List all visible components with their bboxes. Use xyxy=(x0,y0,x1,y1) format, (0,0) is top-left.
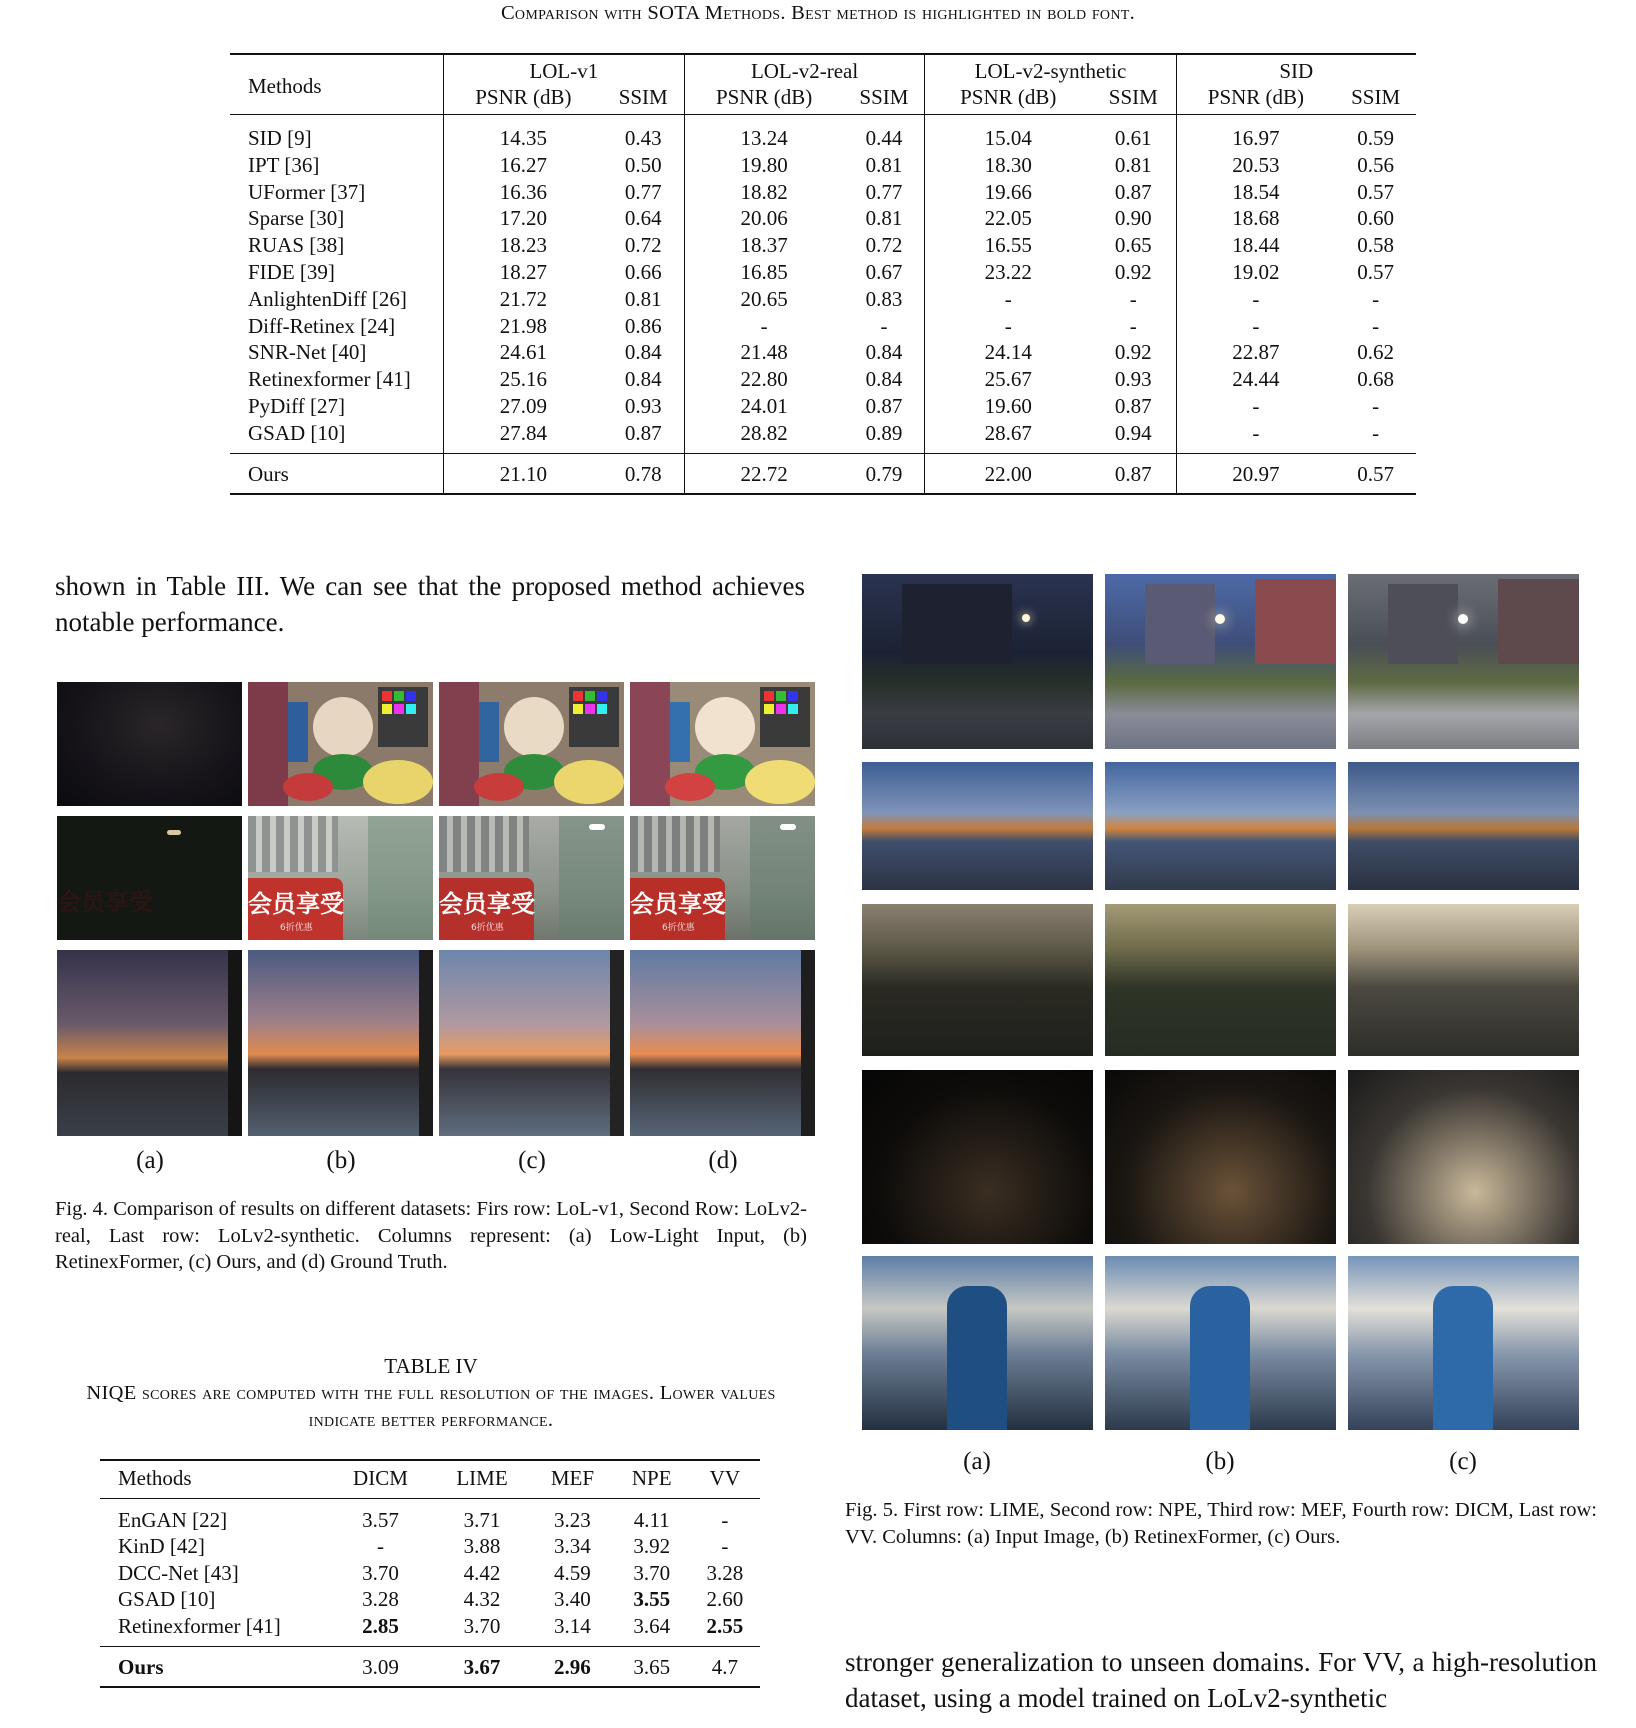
method-cell: DCC-Net [43] xyxy=(118,1560,239,1585)
value-cell: 22.87 xyxy=(1176,339,1335,366)
method-cell: Diff-Retinex [24] xyxy=(248,313,396,338)
value-cell: 0.66 xyxy=(624,259,662,284)
value-cell: 3.28 xyxy=(706,1560,744,1585)
value-cell: 0.90 xyxy=(1114,206,1152,231)
fig5-image-r3-c xyxy=(1348,904,1579,1056)
value-cell: 16.55 xyxy=(925,232,1091,259)
sub-header: PSNR (dB) xyxy=(925,85,1091,115)
fig5-caption: Fig. 5. First row: LIME, Second row: NPE, Third row: MEF, Fourth row: DICM, Last row: VV. Columns: (a) Input Image, (b) RetinexFormer, (c) Ours. xyxy=(845,1499,1597,1548)
value-cell: 3.71 xyxy=(463,1507,501,1532)
value-cell: 0.87 xyxy=(1114,179,1152,204)
value-cell: 0.58 xyxy=(1357,233,1395,258)
fig5-image-r5-b xyxy=(1105,1256,1336,1430)
toys-scene xyxy=(248,682,433,806)
group-header: LOL-v2-real xyxy=(684,54,925,85)
fig4-label-a: (a) xyxy=(136,1147,164,1174)
value-cell: 0.77 xyxy=(865,179,903,204)
value-cell: 0.65 xyxy=(1114,233,1152,258)
value-cell: 20.65 xyxy=(684,286,843,313)
value-cell: 0.84 xyxy=(865,367,903,392)
value-cell: 18.44 xyxy=(1176,232,1335,259)
value-cell: 0.84 xyxy=(624,367,662,392)
value-cell: 0.72 xyxy=(624,233,662,258)
fig5-image-r2-c xyxy=(1348,762,1579,890)
toys-scene xyxy=(630,682,815,806)
methods-header: Methods xyxy=(230,54,444,115)
fig4-image-r3-d xyxy=(630,950,815,1136)
header-cell: Methods xyxy=(100,1459,328,1498)
value-cell: 4.11 xyxy=(633,1507,670,1532)
method-cell: EnGAN [22] xyxy=(118,1507,228,1532)
table-row xyxy=(230,259,1416,286)
value-cell: 22.80 xyxy=(684,366,843,393)
table-row xyxy=(230,313,1416,340)
value-cell: 24.14 xyxy=(925,339,1091,366)
value-cell: 24.61 xyxy=(444,339,603,366)
table-row xyxy=(230,366,1416,393)
value-cell: 0.64 xyxy=(624,206,662,231)
value-cell: 13.24 xyxy=(684,115,843,152)
value-cell: 3.40 xyxy=(554,1587,591,1612)
fig5-image-r3-a xyxy=(862,904,1093,1056)
value-cell: 0.89 xyxy=(865,420,903,445)
group-header: SID xyxy=(1176,54,1416,85)
table3-bottom-rule xyxy=(230,493,1416,495)
value-cell: 28.82 xyxy=(684,420,843,453)
fig4-image-r2-a xyxy=(57,816,242,940)
method-cell: Retinexformer [41] xyxy=(118,1613,281,1638)
fig5-image-r2-a xyxy=(862,762,1093,890)
method-cell: FIDE [39] xyxy=(248,259,335,284)
value-cell: - xyxy=(1372,420,1380,445)
value-cell: 0.44 xyxy=(865,126,903,150)
value-cell: 20.06 xyxy=(684,205,843,232)
method-cell: RUAS [38] xyxy=(248,233,345,258)
value-cell: 0.61 xyxy=(1114,126,1152,150)
table-row xyxy=(230,339,1416,366)
value-cell: 0.43 xyxy=(624,126,662,150)
value-cell: - xyxy=(925,313,1091,340)
method-cell: AnlightenDiff [26] xyxy=(248,286,407,311)
header-cell: NPE xyxy=(614,1459,690,1498)
table-row xyxy=(230,286,1416,313)
value-cell: 2.60 xyxy=(706,1587,744,1612)
fig4-image-r2-c xyxy=(439,816,624,940)
method-cell: KinD [42] xyxy=(118,1534,205,1559)
fig5-image-r5-a xyxy=(862,1256,1093,1430)
value-cell: 3.23 xyxy=(554,1507,591,1532)
value-cell: 3.28 xyxy=(362,1587,399,1612)
table-row xyxy=(230,179,1416,206)
value-cell: 18.30 xyxy=(925,152,1091,179)
value-cell: 0.86 xyxy=(624,313,662,338)
value-cell: - xyxy=(1129,313,1137,338)
fig5-label-b: (b) xyxy=(1205,1448,1235,1475)
sub-header: SSIM xyxy=(843,85,924,115)
table-row xyxy=(100,1613,760,1646)
header-cell: MEF xyxy=(531,1459,614,1498)
table3 xyxy=(230,54,1416,493)
value-cell: 3.34 xyxy=(554,1534,591,1559)
fig4-image-r2-d xyxy=(630,816,815,940)
sub-header: SSIM xyxy=(1091,85,1176,115)
method-cell: GSAD [10] xyxy=(118,1587,216,1612)
header-cell: DICM xyxy=(328,1459,433,1498)
sub-header: SSIM xyxy=(1335,85,1416,115)
value-cell: 0.78 xyxy=(603,453,684,493)
value-cell: 18.23 xyxy=(444,232,603,259)
value-cell: 20.97 xyxy=(1176,453,1335,493)
value-cell: 19.60 xyxy=(925,393,1091,420)
value-cell: 0.59 xyxy=(1357,126,1395,150)
fig5-label-a: (a) xyxy=(963,1448,991,1475)
value-cell: 0.87 xyxy=(1091,453,1176,493)
value-cell: 22.05 xyxy=(925,205,1091,232)
value-cell: 16.97 xyxy=(1176,115,1335,152)
header-cell: LIME xyxy=(433,1459,531,1498)
sign-small-text: 6折优惠 xyxy=(471,923,504,933)
value-cell: 0.81 xyxy=(865,206,903,231)
value-cell: 3.55 xyxy=(633,1587,671,1612)
fig5-label-c: (c) xyxy=(1449,1448,1477,1475)
value-cell: 0.57 xyxy=(1357,259,1395,284)
fig5-image-r3-b xyxy=(1105,904,1336,1056)
table-row xyxy=(230,152,1416,179)
value-cell: 15.04 xyxy=(925,115,1091,152)
value-cell: 4.42 xyxy=(463,1560,501,1585)
value-cell: - xyxy=(1372,393,1380,418)
value-cell: 18.68 xyxy=(1176,205,1335,232)
sign-small-text: 6折优惠 xyxy=(662,923,695,933)
table4-title: TABLE IV xyxy=(384,1354,478,1378)
value-cell: 17.20 xyxy=(444,205,603,232)
value-cell: 18.54 xyxy=(1176,179,1335,206)
fig5-image-r4-a xyxy=(862,1070,1093,1244)
value-cell: 0.87 xyxy=(624,420,662,445)
value-cell: 0.60 xyxy=(1357,206,1395,231)
value-cell: 2.85 xyxy=(362,1613,399,1638)
table3-body xyxy=(230,115,1416,454)
fig4-image-r1-a xyxy=(57,682,242,806)
value-cell: 3.92 xyxy=(633,1534,671,1559)
value-cell: 0.77 xyxy=(624,179,662,204)
value-cell: 27.09 xyxy=(444,393,603,420)
value-cell: 27.84 xyxy=(444,420,603,453)
table4-bottom-rule xyxy=(100,1686,760,1688)
fig5-image-r4-c xyxy=(1348,1070,1579,1244)
value-cell: 0.87 xyxy=(1114,393,1152,418)
value-cell: 18.27 xyxy=(444,259,603,286)
value-cell: 0.56 xyxy=(1357,152,1395,177)
value-cell: - xyxy=(684,313,843,340)
value-cell: 3.09 xyxy=(328,1646,433,1686)
method-cell: Retinexformer [41] xyxy=(248,367,411,392)
toys-scene xyxy=(439,682,624,806)
fig4-label-c: (c) xyxy=(518,1147,546,1174)
value-cell: 3.14 xyxy=(554,1613,591,1638)
fig5-image-r4-b xyxy=(1105,1070,1336,1244)
value-cell: 0.81 xyxy=(624,286,662,311)
fig4-image-r1-b xyxy=(248,682,433,806)
value-cell: 21.72 xyxy=(444,286,603,313)
sign-text: 会员享受 xyxy=(57,888,153,916)
table-row xyxy=(230,420,1416,453)
value-cell: 0.57 xyxy=(1357,179,1395,204)
value-cell: - xyxy=(1372,313,1380,338)
value-cell: 3.64 xyxy=(633,1613,671,1638)
value-cell: 0.94 xyxy=(1114,420,1152,445)
value-cell: - xyxy=(1176,420,1335,453)
table4-caption: NIQE scores are computed with the full resolution of the images. Lower values indicate better performance. xyxy=(86,1382,776,1431)
value-cell: 4.32 xyxy=(463,1587,501,1612)
value-cell: 22.72 xyxy=(684,453,843,493)
value-cell: - xyxy=(1176,286,1335,313)
value-cell: 19.02 xyxy=(1176,259,1335,286)
value-cell: 2.55 xyxy=(706,1613,744,1638)
table-row xyxy=(100,1498,760,1533)
table-row-ours xyxy=(230,453,1416,493)
value-cell: 21.10 xyxy=(444,453,603,493)
value-cell: 18.82 xyxy=(684,179,843,206)
value-cell: 24.01 xyxy=(684,393,843,420)
sign-text: 会员享受 xyxy=(630,890,726,918)
value-cell: 0.92 xyxy=(1114,259,1152,284)
value-cell: 0.50 xyxy=(624,152,662,177)
table-row xyxy=(100,1560,760,1587)
value-cell: - xyxy=(1176,393,1335,420)
fig4-label-b: (b) xyxy=(326,1147,356,1174)
value-cell: - xyxy=(880,313,888,338)
value-cell: 2.96 xyxy=(531,1646,614,1686)
value-cell: 20.53 xyxy=(1176,152,1335,179)
fig5-image-r5-c xyxy=(1348,1256,1579,1430)
right-paragraph: stronger generalization to unseen domains. For VV, a high-resolution dataset, using a model trained on LoLv2-synthetic xyxy=(845,1647,1597,1713)
value-cell: 25.16 xyxy=(444,366,603,393)
value-cell: 3.70 xyxy=(633,1560,671,1585)
value-cell: 0.84 xyxy=(624,340,662,365)
fig4-image-r1-c xyxy=(439,682,624,806)
value-cell: 0.93 xyxy=(624,393,662,418)
method-cell: GSAD [10] xyxy=(248,420,346,445)
value-cell: 3.57 xyxy=(362,1507,399,1532)
value-cell: 14.35 xyxy=(444,115,603,152)
value-cell: 16.36 xyxy=(444,179,603,206)
table-row xyxy=(230,232,1416,259)
value-cell: 0.79 xyxy=(843,453,924,493)
group-header: LOL-v1 xyxy=(444,54,685,85)
value-cell: 21.98 xyxy=(444,313,603,340)
table-row xyxy=(230,205,1416,232)
fig4-image-r1-d xyxy=(630,682,815,806)
sub-header: PSNR (dB) xyxy=(444,85,603,115)
value-cell: 0.68 xyxy=(1357,367,1395,392)
value-cell: 3.88 xyxy=(463,1534,501,1559)
value-cell: - xyxy=(376,1534,384,1559)
value-cell: 0.81 xyxy=(1114,152,1152,177)
method-cell: PyDiff [27] xyxy=(248,393,346,418)
value-cell: 4.7 xyxy=(690,1646,760,1686)
fig4-image-r2-b xyxy=(248,816,433,940)
method-cell: SNR-Net [40] xyxy=(248,340,367,365)
value-cell: 16.85 xyxy=(684,259,843,286)
method-cell: SID [9] xyxy=(248,126,312,150)
sub-header: PSNR (dB) xyxy=(1176,85,1335,115)
value-cell: 23.22 xyxy=(925,259,1091,286)
value-cell: 24.44 xyxy=(1176,366,1335,393)
value-cell: 28.67 xyxy=(925,420,1091,453)
value-cell: 21.48 xyxy=(684,339,843,366)
table-row xyxy=(230,115,1416,152)
value-cell: 0.83 xyxy=(865,286,903,311)
method-cell: IPT [36] xyxy=(248,152,320,177)
value-cell: 3.70 xyxy=(362,1560,399,1585)
method-cell: UFormer [37] xyxy=(248,179,366,204)
value-cell: - xyxy=(721,1507,729,1532)
value-cell: 16.27 xyxy=(444,152,603,179)
sign-text: 会员享受 xyxy=(439,890,535,918)
sign-text: 会员享受 xyxy=(248,890,344,918)
value-cell: 0.62 xyxy=(1357,340,1395,365)
table4 xyxy=(100,1459,760,1686)
table-row xyxy=(100,1586,760,1613)
value-cell: 19.66 xyxy=(925,179,1091,206)
table4-body xyxy=(100,1498,760,1646)
value-cell: - xyxy=(1372,286,1380,311)
value-cell: 4.59 xyxy=(554,1560,591,1585)
value-cell: 0.57 xyxy=(1335,453,1416,493)
sign-small-text: 6折优惠 xyxy=(280,923,313,933)
value-cell: 0.93 xyxy=(1114,367,1152,392)
value-cell: 19.80 xyxy=(684,152,843,179)
fig5-image-r1-a xyxy=(862,574,1093,749)
fig4-image-r3-a xyxy=(57,950,242,1136)
method-cell: Ours xyxy=(100,1646,328,1686)
value-cell: 0.92 xyxy=(1114,340,1152,365)
fig5-image-r2-b xyxy=(1105,762,1336,890)
group-header: LOL-v2-synthetic xyxy=(925,54,1176,85)
left-paragraph: shown in Table III. We can see that the proposed method achieves notable performance. xyxy=(55,571,805,637)
value-cell: - xyxy=(1129,286,1137,311)
header-cell: VV xyxy=(690,1459,760,1498)
value-cell: 0.84 xyxy=(865,340,903,365)
value-cell: 0.67 xyxy=(865,259,903,284)
sub-header: SSIM xyxy=(603,85,684,115)
value-cell: - xyxy=(1176,313,1335,340)
table-row xyxy=(230,393,1416,420)
value-cell: 22.00 xyxy=(925,453,1091,493)
fig4-image-r3-b xyxy=(248,950,433,1136)
value-cell: 0.87 xyxy=(865,393,903,418)
value-cell: - xyxy=(925,286,1091,313)
table-row-ours xyxy=(100,1646,760,1686)
value-cell: 3.70 xyxy=(463,1613,501,1638)
value-cell: 3.65 xyxy=(614,1646,690,1686)
sub-header: PSNR (dB) xyxy=(684,85,843,115)
fig4-label-d: (d) xyxy=(708,1147,738,1174)
value-cell: 25.67 xyxy=(925,366,1091,393)
value-cell: 18.37 xyxy=(684,232,843,259)
fig5-image-r1-b xyxy=(1105,574,1336,749)
fig4-caption: Fig. 4. Comparison of results on different datasets: Firs row: LoL-v1, Second Row: LoLv2-real, Last row: LoLv2-synthetic. Columns represent: (a) Low-Light Input, (b) RetinexFormer, (c) Ours, and (d) Ground Truth. xyxy=(55,1198,807,1273)
table3-caption: Comparison with SOTA Methods. Best method is highlighted in bold font. xyxy=(500,2,1136,24)
fig5-image-r1-c xyxy=(1348,574,1579,749)
value-cell: 0.81 xyxy=(865,152,903,177)
fig4-image-r3-c xyxy=(439,950,624,1136)
value-cell: 3.67 xyxy=(433,1646,531,1686)
value-cell: - xyxy=(721,1534,729,1559)
value-cell: 0.72 xyxy=(865,233,903,258)
method-cell: Ours xyxy=(230,453,444,493)
method-cell: Sparse [30] xyxy=(248,206,345,231)
table-row xyxy=(100,1533,760,1560)
